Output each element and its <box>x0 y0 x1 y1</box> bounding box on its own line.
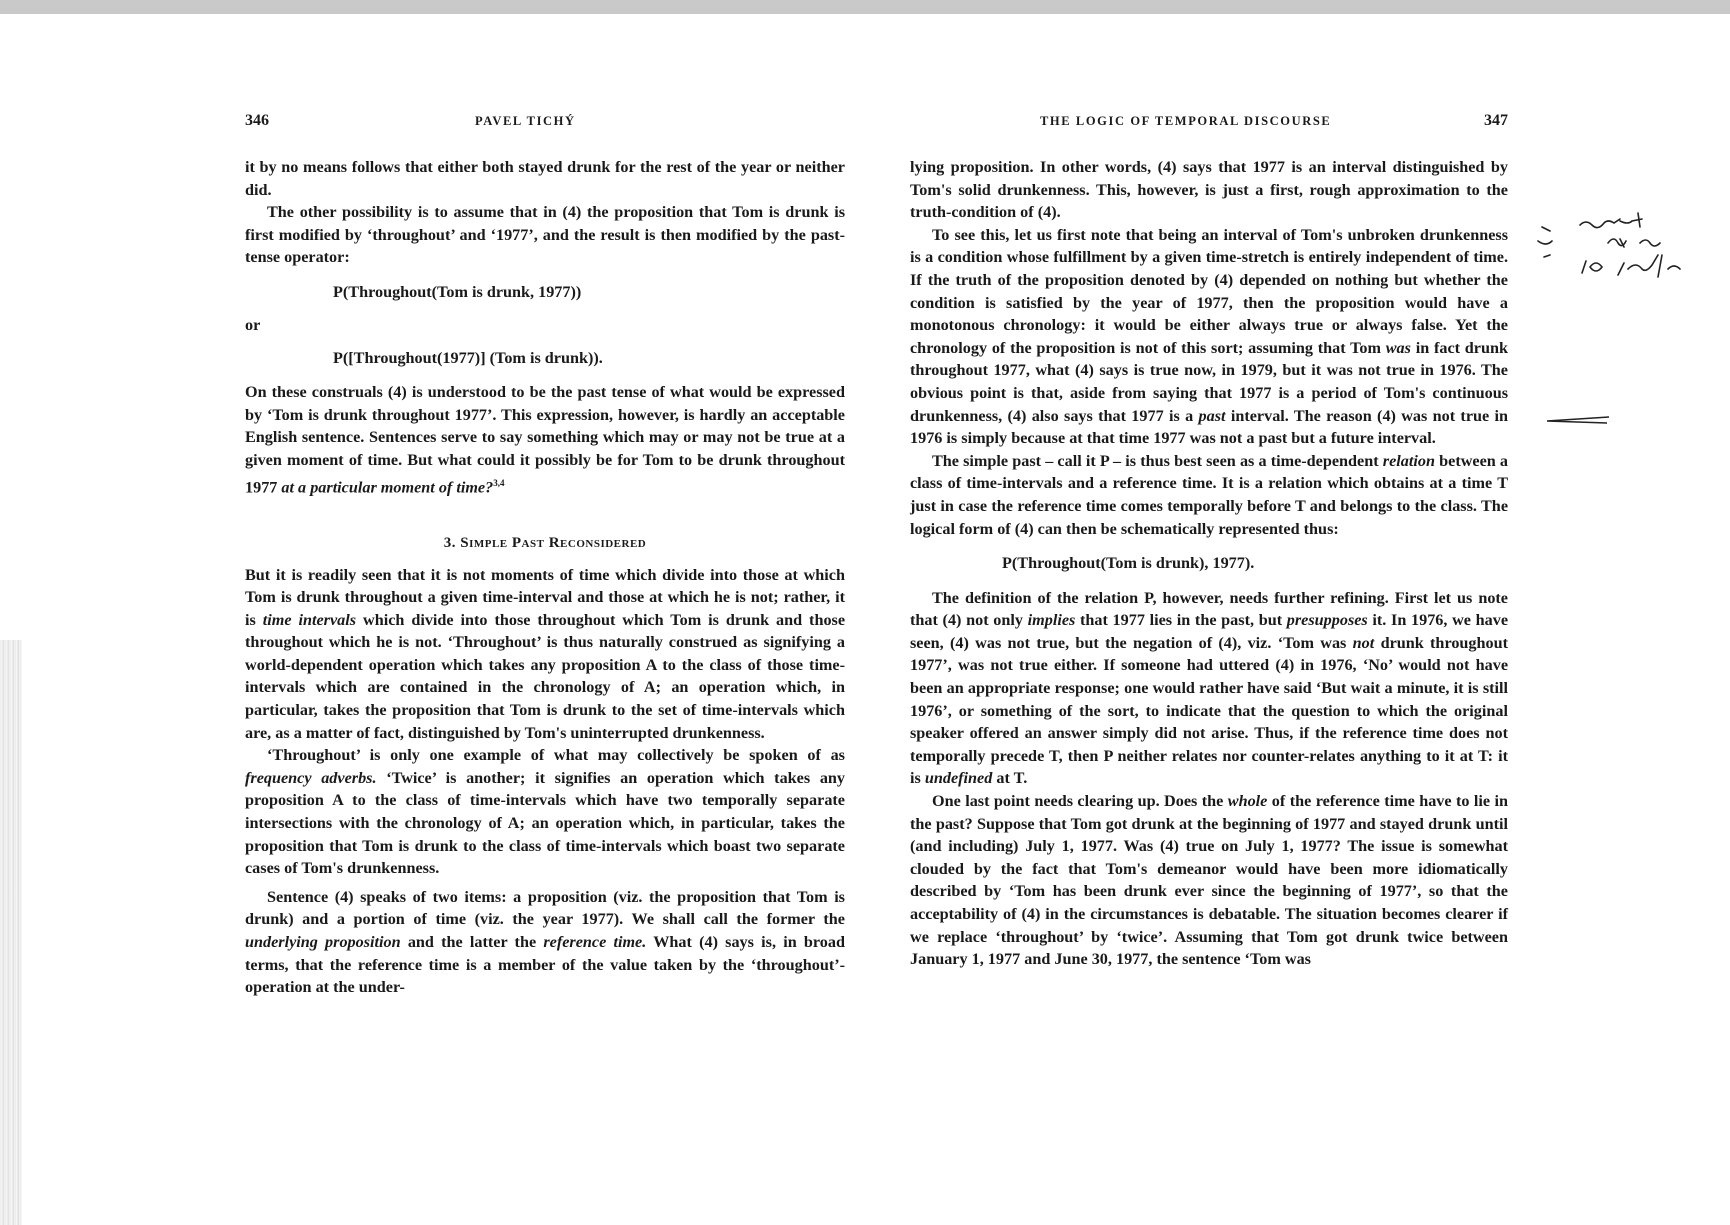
scan-binding-shadow <box>0 640 22 1225</box>
paragraph <box>910 450 1508 540</box>
text-run: and the latter the <box>407 933 537 952</box>
italic-run: whole <box>1227 792 1268 811</box>
text-run: at T. <box>996 769 1028 788</box>
text-run: drunk throughout 1977’, was not true either. If someone had uttered (4) in 1976, ‘No’ would not have been an appropriate response; one would rather have said ‘But wait a minute, it is still 1976’, or something of the sort, to indicate that the question to which the original speaker offered an answer simply did not arise. Thus, if the reference time does not temporally precede T, then P neither relates nor counter-relates anything to it at T: it is <box>910 633 1509 788</box>
text-run: Sentence (4) speaks of two items: a proposition (viz. the proposition that Tom is drunk) and a portion of time (viz. the year 1977). We shall call the former the <box>245 887 845 929</box>
running-head <box>245 112 845 132</box>
italic-run: presupposes <box>1286 611 1368 630</box>
running-title-article: THE LOGIC OF TEMPORAL DISCOURSE <box>1040 114 1332 128</box>
running-head <box>910 112 1508 132</box>
text-run: ‘Throughout’ is only one example of what may collectively be spoken of as <box>267 746 845 765</box>
handwritten-annotation <box>1520 205 1700 300</box>
text-run: of the reference time have to lie in the past? Suppose that Tom got drunk at the beginning of 1977 and stayed drunk until (and including) July 1, 1977. Was (4) true on July 1, 1977? The issue is somewhat clouded by the fact that Tom's demeanor would have been more idiomatically described by ‘Tom has been drunk ever since the beginning of 1977’, so that the acceptability of (4) in the circumstances is debatable. The situation becomes clearer if we replace ‘throughout’ by ‘twice’. Assuming that Tom got drunk twice between January 1, 1977 and June 30, 1977, the sentence ‘Tom was <box>910 792 1509 969</box>
text-run: The simple past – call it P – is thus best seen as a time-dependent <box>932 451 1379 470</box>
formula: P(Throughout(Tom is drunk), 1977). <box>1002 554 1255 573</box>
running-title-author: PAVEL TICHÝ <box>475 114 576 128</box>
text-run: it. In 1976, we have seen, (4) was not true, but the negation of (4), viz. ‘Tom was <box>910 611 1509 652</box>
text-run: that 1977 lies in the past, but <box>1080 611 1283 630</box>
italic-run: time intervals <box>262 610 357 629</box>
text-run: The definition of the relation P, however, needs further refining. First let us note that (4) not only <box>910 588 1508 630</box>
italic-run: not <box>1352 633 1375 652</box>
text-run: in fact drunk throughout 1977, what (4) says is true now, in 1979, but it was not true in 1976. The obvious point is that, aside from saying that 1977 is a period of Tom's continuous drunkenness, (4) also says that 1977 is a <box>910 338 1508 425</box>
italic-run: relation <box>1382 451 1435 470</box>
footnote-ref: 3,4 <box>493 477 505 488</box>
page-number: 347 <box>1484 112 1508 129</box>
paragraph <box>245 564 845 745</box>
text-run: between a class of time-intervals and a reference time. It is a relation which obtains at a time T just in case the reference time comes temporally before T and belongs to the class. The logical form of (4) can then be schematically represented thus: <box>910 451 1509 538</box>
page-number: 346 <box>245 112 269 129</box>
italic-run: undefined <box>924 769 993 788</box>
text-run: which divide into those throughout which Tom is drunk and those throughout which he is not. ‘Throughout’ is thus naturally construed as signifying a world-dependent operation which takes any proposition A to the class of those time-intervals which are contained in the chronology of A; an operation which, in particular, takes the proposition that Tom is drunk to the set of time-intervals which are, as a matter of fact, distinguished by Tom's uninterrupted drunkenness. <box>245 610 846 742</box>
formula: P(Throughout(Tom is drunk, 1977)) <box>333 282 582 301</box>
paragraph: it by no means follows that either both stayed drunk for the rest of the year or neither did. <box>245 158 845 199</box>
section-title: 3. Simple Past Reconsidered <box>443 534 647 551</box>
italic-run: past <box>1198 406 1226 425</box>
paragraph <box>245 886 845 999</box>
paragraph: The other possibility is to assume that in (4) the proposition that Tom is drunk is first modified by ‘throughout’ and ‘1977’, and the result is then modified by the past-tense operator: <box>245 203 845 267</box>
text-run: What (4) says is, in broad terms, that the reference time is a member of the value taken by the ‘throughout’-operation at the under- <box>245 933 845 997</box>
text-run: But it is readily seen that it is not moments of time which divide into those at which Tom is drunk throughout a given time-interval and those at which he is not; rather, it is <box>245 565 845 629</box>
paragraph <box>910 587 1508 790</box>
paragraph <box>910 790 1508 971</box>
text-run: ‘Twice’ is another; it signifies an operation which takes any proposition A to the class of time-intervals which have two temporally separate intersections with the chronology of A; an operation which, in particular, takes the proposition that Tom is drunk to the class of time-intervals which boast two separate cases of Tom's drunkenness. <box>245 768 846 878</box>
italic-run: implies <box>1027 611 1076 630</box>
or-connector: or <box>245 315 261 334</box>
italic-run: at a particular moment of time? <box>281 477 494 496</box>
text-run: interval. The reason (4) was not true in 1976 is simply because at that time 1977 was not a past but a future interval. <box>910 406 1509 448</box>
italic-run: underlying proposition <box>245 933 401 952</box>
paragraph <box>245 381 845 498</box>
text-run: One last point needs clearing up. Does the <box>932 792 1224 811</box>
italic-run: reference time. <box>543 933 647 952</box>
left-body <box>245 156 845 999</box>
text-run: To see this, let us first note that being an interval of Tom's unbroken drunkenness is a condition whose fulfillment by a given time-stretch is entirely independent of time. If the truth of the proposition denoted by (4) depended on nothing but whether the condition is satisfied by the year of 1977, then the proposition would have a monotonous chronology: it would be either always true or always false. Yet the chronology of the proposition is not of this sort; assuming that Tom <box>910 225 1508 357</box>
paragraph <box>910 224 1508 450</box>
margin-arrow-icon <box>1545 415 1611 425</box>
right-body <box>910 156 1508 971</box>
text-run: On these construals (4) is understood to be the past tense of what would be expressed by ‘Tom is drunk throughout 1977’. This expression, however, is hardly an acceptable English sentence. Sentences serve to say something which may or may not be true at a given moment of time. But what could it possibly be for Tom to be drunk throughout 1977 <box>245 383 845 496</box>
scan-top-edge <box>0 0 1730 14</box>
italic-run: frequency adverbs. <box>245 768 377 787</box>
paragraph <box>245 744 845 880</box>
formula: P([Throughout(1977)] (Tom is drunk)). <box>333 348 603 367</box>
paragraph: lying proposition. In other words, (4) says that 1977 is an interval distinguished by Tom's solid drunkenness. This, however, is just a first, rough approximation to the truth-condition of (4). <box>910 158 1508 222</box>
italic-run: was <box>1385 338 1411 357</box>
